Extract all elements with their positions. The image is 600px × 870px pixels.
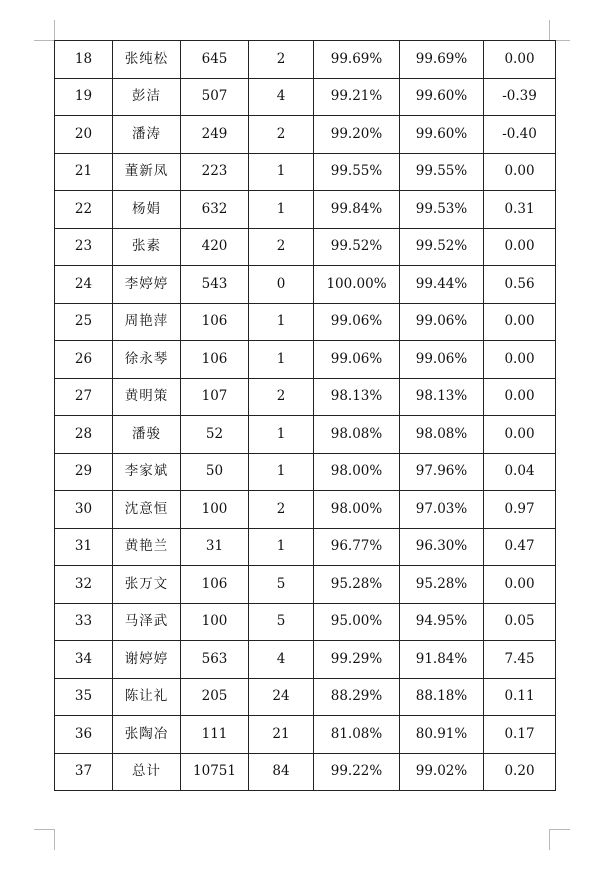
row-index-cell: 37: [55, 753, 113, 791]
row-index-cell: 22: [55, 191, 113, 229]
error-count-cell: 21: [249, 716, 314, 754]
difference-cell: 0.31: [484, 191, 556, 229]
adjusted-rate-cell: 99.06%: [400, 341, 484, 379]
error-count-cell: 5: [249, 566, 314, 604]
difference-cell: 0.56: [484, 266, 556, 304]
name-cell: 张万文: [113, 566, 181, 604]
count-cell: 106: [181, 303, 249, 341]
difference-cell: 0.05: [484, 603, 556, 641]
count-cell: 205: [181, 678, 249, 716]
adjusted-rate-cell: 99.44%: [400, 266, 484, 304]
rate-cell: 99.20%: [314, 116, 400, 154]
adjusted-rate-cell: 99.02%: [400, 753, 484, 791]
adjusted-rate-cell: 91.84%: [400, 641, 484, 679]
table-row: [55, 266, 556, 304]
name-cell: 潘涛: [113, 116, 181, 154]
name-cell: 陈让礼: [113, 678, 181, 716]
name-cell: 总计: [113, 753, 181, 791]
adjusted-rate-cell: 80.91%: [400, 716, 484, 754]
error-count-cell: 2: [249, 41, 314, 79]
row-index-cell: 30: [55, 491, 113, 529]
difference-cell: 0.00: [484, 378, 556, 416]
rate-cell: 99.55%: [314, 153, 400, 191]
name-cell: 马泽武: [113, 603, 181, 641]
count-cell: 543: [181, 266, 249, 304]
rate-cell: 95.00%: [314, 603, 400, 641]
row-index-cell: 21: [55, 153, 113, 191]
adjusted-rate-cell: 97.03%: [400, 491, 484, 529]
count-cell: 563: [181, 641, 249, 679]
table-row: [55, 153, 556, 191]
count-cell: 507: [181, 78, 249, 116]
difference-cell: 0.00: [484, 341, 556, 379]
table-row: [55, 341, 556, 379]
error-count-cell: 5: [249, 603, 314, 641]
table-row: [55, 603, 556, 641]
error-count-cell: 1: [249, 191, 314, 229]
rate-cell: 99.52%: [314, 228, 400, 266]
error-count-cell: 1: [249, 528, 314, 566]
rate-cell: 99.21%: [314, 78, 400, 116]
error-count-cell: 4: [249, 641, 314, 679]
row-index-cell: 29: [55, 453, 113, 491]
error-count-cell: 2: [249, 491, 314, 529]
difference-cell: 0.00: [484, 303, 556, 341]
difference-cell: 0.00: [484, 416, 556, 454]
count-cell: 52: [181, 416, 249, 454]
difference-cell: -0.39: [484, 78, 556, 116]
difference-cell: 0.11: [484, 678, 556, 716]
rate-cell: 99.06%: [314, 303, 400, 341]
difference-cell: 0.00: [484, 566, 556, 604]
row-index-cell: 33: [55, 603, 113, 641]
adjusted-rate-cell: 97.96%: [400, 453, 484, 491]
count-cell: 420: [181, 228, 249, 266]
rate-cell: 99.69%: [314, 41, 400, 79]
difference-cell: 0.00: [484, 153, 556, 191]
difference-cell: 0.00: [484, 228, 556, 266]
row-index-cell: 19: [55, 78, 113, 116]
adjusted-rate-cell: 96.30%: [400, 528, 484, 566]
table-row: [55, 378, 556, 416]
adjusted-rate-cell: 99.53%: [400, 191, 484, 229]
count-cell: 107: [181, 378, 249, 416]
rate-cell: 95.28%: [314, 566, 400, 604]
error-count-cell: 2: [249, 228, 314, 266]
rate-cell: 81.08%: [314, 716, 400, 754]
name-cell: 李家斌: [113, 453, 181, 491]
row-index-cell: 27: [55, 378, 113, 416]
adjusted-rate-cell: 95.28%: [400, 566, 484, 604]
table-row: [55, 641, 556, 679]
rate-cell: 100.00%: [314, 266, 400, 304]
count-cell: 249: [181, 116, 249, 154]
name-cell: 董新凤: [113, 153, 181, 191]
row-index-cell: 28: [55, 416, 113, 454]
rate-cell: 99.29%: [314, 641, 400, 679]
rate-cell: 98.08%: [314, 416, 400, 454]
difference-cell: 0.04: [484, 453, 556, 491]
difference-cell: 7.45: [484, 641, 556, 679]
adjusted-rate-cell: 99.52%: [400, 228, 484, 266]
table-row: [55, 416, 556, 454]
error-count-cell: 1: [249, 341, 314, 379]
count-cell: 223: [181, 153, 249, 191]
table-row: [55, 41, 556, 79]
error-count-cell: 2: [249, 116, 314, 154]
page-corner-mark-bottom-left: [34, 829, 55, 850]
difference-cell: -0.40: [484, 116, 556, 154]
count-cell: 106: [181, 566, 249, 604]
rate-cell: 99.22%: [314, 753, 400, 791]
adjusted-rate-cell: 98.13%: [400, 378, 484, 416]
count-cell: 31: [181, 528, 249, 566]
table-row: [55, 116, 556, 154]
error-count-cell: 84: [249, 753, 314, 791]
adjusted-rate-cell: 99.60%: [400, 78, 484, 116]
page-corner-mark-top-left: [34, 20, 55, 41]
data-table: [54, 40, 556, 791]
count-cell: 100: [181, 491, 249, 529]
adjusted-rate-cell: 98.08%: [400, 416, 484, 454]
count-cell: 50: [181, 453, 249, 491]
data-table-body: [55, 41, 556, 791]
row-index-cell: 35: [55, 678, 113, 716]
count-cell: 10751: [181, 753, 249, 791]
adjusted-rate-cell: 99.69%: [400, 41, 484, 79]
rate-cell: 99.06%: [314, 341, 400, 379]
name-cell: 黄明策: [113, 378, 181, 416]
table-row: [55, 491, 556, 529]
table-row: [55, 528, 556, 566]
count-cell: 111: [181, 716, 249, 754]
error-count-cell: 1: [249, 303, 314, 341]
error-count-cell: 2: [249, 378, 314, 416]
rate-cell: 98.13%: [314, 378, 400, 416]
row-index-cell: 18: [55, 41, 113, 79]
table-row: [55, 453, 556, 491]
error-count-cell: 4: [249, 78, 314, 116]
row-index-cell: 23: [55, 228, 113, 266]
row-index-cell: 24: [55, 266, 113, 304]
count-cell: 100: [181, 603, 249, 641]
name-cell: 周艳萍: [113, 303, 181, 341]
rate-cell: 98.00%: [314, 491, 400, 529]
name-cell: 潘骏: [113, 416, 181, 454]
row-index-cell: 34: [55, 641, 113, 679]
rate-cell: 96.77%: [314, 528, 400, 566]
rate-cell: 99.84%: [314, 191, 400, 229]
table-row: [55, 566, 556, 604]
table-row: [55, 78, 556, 116]
row-index-cell: 31: [55, 528, 113, 566]
row-index-cell: 36: [55, 716, 113, 754]
name-cell: 李婷婷: [113, 266, 181, 304]
table-row: [55, 753, 556, 791]
adjusted-rate-cell: 94.95%: [400, 603, 484, 641]
error-count-cell: 1: [249, 453, 314, 491]
row-index-cell: 26: [55, 341, 113, 379]
adjusted-rate-cell: 99.06%: [400, 303, 484, 341]
adjusted-rate-cell: 88.18%: [400, 678, 484, 716]
difference-cell: 0.20: [484, 753, 556, 791]
error-count-cell: 0: [249, 266, 314, 304]
count-cell: 106: [181, 341, 249, 379]
name-cell: 谢婷婷: [113, 641, 181, 679]
name-cell: 徐永琴: [113, 341, 181, 379]
name-cell: 沈意恒: [113, 491, 181, 529]
rate-cell: 88.29%: [314, 678, 400, 716]
adjusted-rate-cell: 99.60%: [400, 116, 484, 154]
rate-cell: 98.00%: [314, 453, 400, 491]
name-cell: 杨娟: [113, 191, 181, 229]
error-count-cell: 1: [249, 153, 314, 191]
table-row: [55, 191, 556, 229]
difference-cell: 0.17: [484, 716, 556, 754]
count-cell: 645: [181, 41, 249, 79]
name-cell: 彭洁: [113, 78, 181, 116]
adjusted-rate-cell: 99.55%: [400, 153, 484, 191]
error-count-cell: 1: [249, 416, 314, 454]
table-row: [55, 228, 556, 266]
name-cell: 张纯松: [113, 41, 181, 79]
name-cell: 张陶冶: [113, 716, 181, 754]
difference-cell: 0.97: [484, 491, 556, 529]
name-cell: 张素: [113, 228, 181, 266]
page-corner-mark-top-right: [549, 20, 570, 41]
table-row: [55, 678, 556, 716]
row-index-cell: 25: [55, 303, 113, 341]
page-corner-mark-bottom-right: [549, 829, 570, 850]
row-index-cell: 32: [55, 566, 113, 604]
difference-cell: 0.47: [484, 528, 556, 566]
count-cell: 632: [181, 191, 249, 229]
error-count-cell: 24: [249, 678, 314, 716]
table-row: [55, 303, 556, 341]
table-row: [55, 716, 556, 754]
row-index-cell: 20: [55, 116, 113, 154]
name-cell: 黄艳兰: [113, 528, 181, 566]
difference-cell: 0.00: [484, 41, 556, 79]
